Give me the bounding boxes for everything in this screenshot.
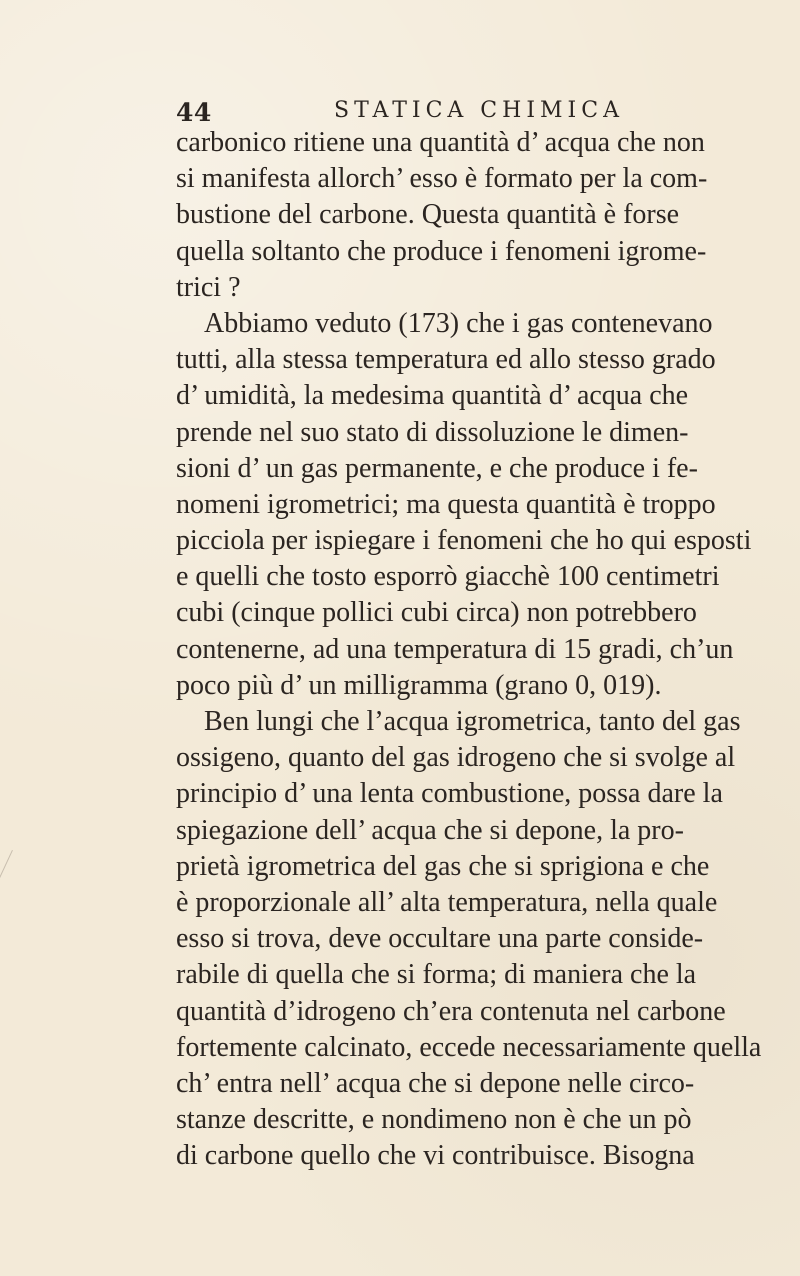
text-line: quella soltanto che produce i fenomeni igrome-: [176, 235, 707, 267]
paragraph-first-line: Ben lungi che l’acqua igrometrica, tanto del gas: [204, 706, 741, 737]
text-line: stanze descritte, e nondimeno non è che un pò: [176, 1104, 692, 1136]
text-line: picciola per ispiegare i fenomeni che ho qui esposti: [176, 525, 752, 557]
text-line: trici ?: [176, 271, 241, 303]
text-line: contenerne, ad una temperatura di 15 gradi, ch’un: [176, 633, 734, 665]
text-line: quantità d’idrogeno ch’era contenuta nel carbone: [176, 995, 726, 1027]
text-line: sioni d’ un gas permanente, e che produce i fe-: [176, 452, 698, 484]
paragraph-first-line: Abbiamo veduto (173) che i gas contenevano: [204, 307, 713, 339]
text-line: esso si trova, deve occultare una parte conside-: [176, 923, 704, 955]
text-line: poco più d’ un milligramma (grano 0, 019).: [176, 669, 662, 701]
text-line: ossigeno, quanto del gas idrogeno che si svolge al: [176, 742, 736, 774]
text-line: nomeni igrometrici; ma questa quantità è troppo: [176, 488, 716, 520]
text-line: di carbone quello che vi contribuisce. Bisogna: [176, 1140, 695, 1172]
body-text: [176, 125, 762, 1174]
text-line: prietà igrometrica del gas che si sprigiona e che: [176, 850, 710, 882]
text-line: bustione del carbone. Questa quantità è forse: [176, 199, 680, 231]
text-line: fortemente calcinato, eccede necessariamente quella: [176, 1031, 762, 1063]
text-line: e quelli che tosto esporrò giacchè 100 centimetri: [176, 561, 720, 593]
text-line: tutti, alla stessa temperatura ed allo stesso grado: [176, 344, 716, 376]
text-line: prende nel suo stato di dissoluzione le dimen-: [176, 416, 689, 448]
text-line: d’ umidità, la medesima quantità d’ acqua che: [176, 380, 689, 412]
page-number: 44: [176, 98, 212, 127]
text-line: carbonico ritiene una quantità d’ acqua che non: [176, 127, 705, 158]
text-line: spiegazione dell’ acqua che si depone, la pro-: [176, 814, 684, 846]
text-line: si manifesta allorch’ esso è formato per la com-: [176, 163, 708, 195]
paper-mark: [0, 850, 13, 882]
text-line: ch’ entra nell’ acqua che si depone nelle circo-: [176, 1067, 695, 1099]
text-line: principio d’ una lenta combustione, possa dare la: [176, 778, 723, 810]
text-line: cubi (cinque pollici cubi circa) non potrebbero: [176, 597, 697, 629]
text-line: rabile di quella che si forma; di maniera che la: [176, 959, 697, 991]
text-line: è proporzionale all’ alta temperatura, nella quale: [176, 886, 718, 918]
running-title: STATICA CHIMICA: [334, 98, 624, 123]
